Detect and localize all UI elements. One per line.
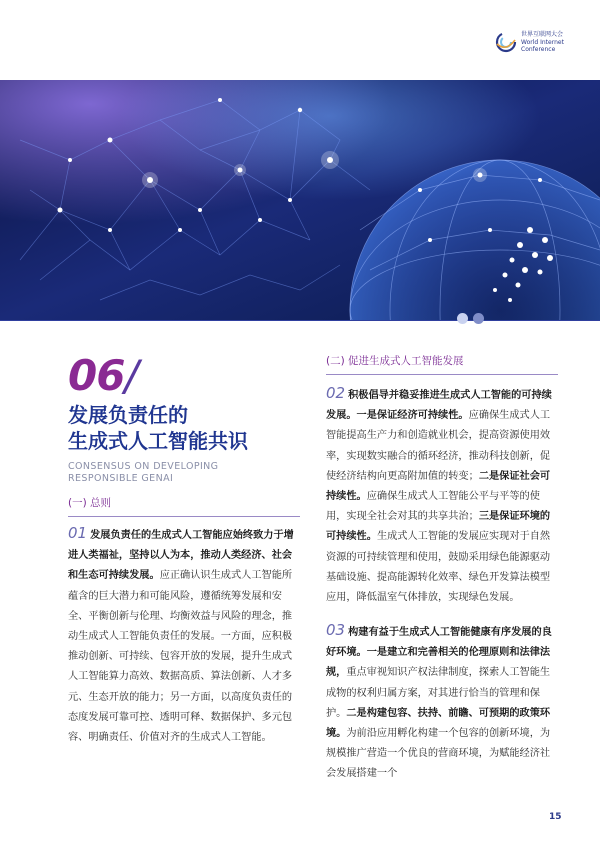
paragraph-number: 02 [326, 384, 346, 402]
paragraph-emphasis: 三是保证环境的可持续性。 [326, 511, 551, 543]
section-divider [68, 516, 300, 517]
chapter-slash: / [124, 351, 138, 400]
paragraph-lead: 积极倡导并稳妥推进生成式人工智能的可持续发展。一是保证经济可持续性。 [326, 390, 552, 422]
paragraph-body: 应确保生成式人工智能提高生产力和创造就业机会，提高资源使用效率，实现数实融合的循环经济，推动科技创新，促使经济结构向更高附加值的转变； [326, 410, 551, 482]
chapter-title-line2: 生成式人工智能共识 [68, 429, 248, 453]
wic-logo [494, 28, 574, 62]
paragraph-number: 01 [68, 524, 88, 542]
paragraph-body: 重点审视知识产权法律制度，探索人工智能生成物的权利归属方案，对其进行恰当的管理和保护。 [326, 667, 551, 719]
paragraph-lead: 发展负责任的生成式人工智能应始终致力于增进人类福祉，坚持以人为本，推动人类经济、社会和生态可持续发展。 [68, 530, 294, 582]
paragraph-number: 03 [326, 621, 346, 639]
page-number: 15 [549, 812, 562, 822]
dot-icon [473, 313, 484, 324]
chapter-subtitle-line1: CONSENSUS ON DEVELOPING [68, 461, 219, 472]
section-divider [326, 374, 558, 375]
hero-rule [0, 320, 600, 321]
paragraph-body: 为前沿应用孵化构建一个包容的创新环境，为规模推广营造一个优良的营商环境，为赋能经济社会发展搭建一个 [326, 728, 551, 780]
paragraph-body: 应确保生成式人工智能公平与平等的使用，实现全社会对其的共享共治； [326, 491, 540, 523]
chapter-number-value: 06 [68, 351, 125, 400]
wic-logo-icon [494, 30, 518, 54]
paragraph-01 [68, 523, 302, 748]
paragraph-02 [326, 383, 560, 608]
chapter-subtitle-line2: RESPONSIBLE GENAI [68, 473, 174, 484]
decorative-dots [457, 313, 489, 325]
paragraph-body: 生成式人工智能的发展应实现对于自然资源的可持续管理和使用，鼓励采用绿色能源驱动基础设施、提高能源转化效率、绿色开发算法模型应用，降低温室气体排放，实现绿色发展。 [326, 531, 551, 604]
chapter-number [68, 351, 138, 401]
logo-en-1: World Internet [521, 38, 564, 46]
paragraph-lead: 构建有益于生成式人工智能健康有序发展的良好环境。一是建立和完善相关的伦理原则和法律法规， [326, 627, 552, 679]
paragraph-03 [326, 620, 560, 785]
section-general-heading: (一) 总则 [68, 497, 112, 509]
hero-image [0, 80, 600, 320]
chapter-title-line1: 发展负责任的 [68, 403, 188, 427]
paragraph-body: 应正确认识生成式人工智能所蕴含的巨大潜力和可能风险，遵循统筹发展和安全、平衡创新与伦理、均衡效益与风险的理念，推动生成式人工智能负责任的发展。一方面，应积极推动创新、可持续、包容开放的发展，提升生成式人工智能算力高效、数据高质、算法创新、人才多元、生态开放的能力；另一方面，以高度负责任的态度发展可靠可控、透明可释、数据保护、多元包容、明确责任、价值对齐的生成式人工智能。 [68, 570, 293, 744]
logo-cn: 世界互联网大会 [521, 31, 564, 38]
logo-en-2: Conference [521, 46, 556, 53]
paragraph-emphasis: 二是保证社会可持续性。 [326, 470, 551, 503]
paragraph-emphasis: 二是构建包容、扶持、前瞻、可预期的政策环境。 [326, 707, 551, 740]
section-promote-heading: (二) 促进生成式人工智能发展 [326, 355, 464, 367]
dot-icon [457, 313, 468, 324]
logo-text [521, 31, 564, 54]
